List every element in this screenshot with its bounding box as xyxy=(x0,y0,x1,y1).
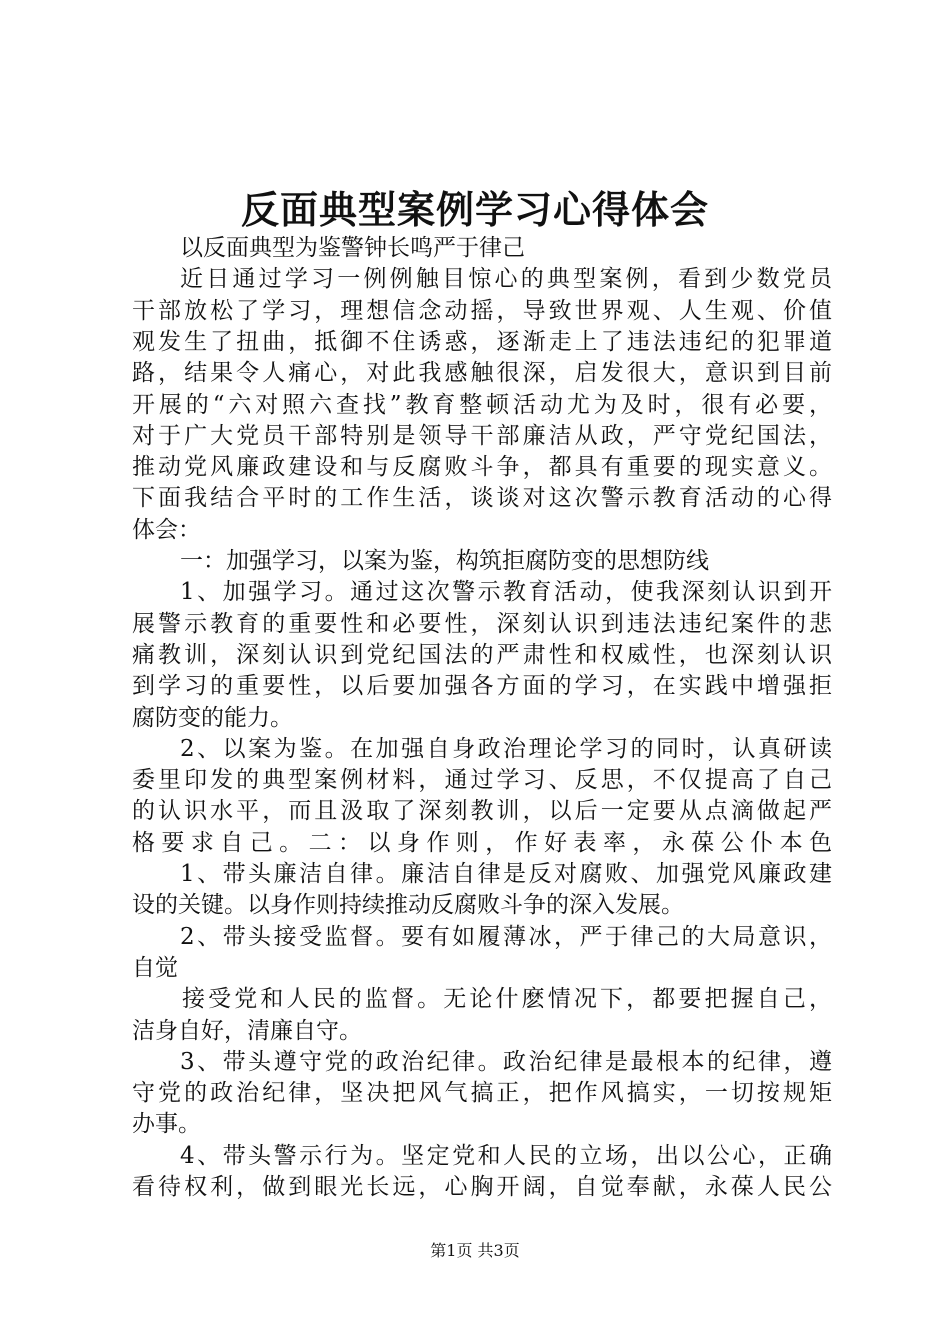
paragraph-line: 路，结果令人痛心，对此我感触很深，启发很大，意识到目前 xyxy=(132,360,832,386)
paragraph-line: 的认识水平，而且汲取了深刻教训，以后一定要从点滴做起严 xyxy=(132,798,832,824)
paragraph-line: 展警示教育的重要性和必要性，深刻认识到违法违纪案件的悲 xyxy=(132,611,832,637)
paragraph-line: 格要求自己。二：以身作则，作好表率，永葆公仆本色 xyxy=(132,830,832,856)
paragraph-line: 守党的政治纪律，坚决把风气搞正，把作风搞实，一切按规矩 xyxy=(132,1080,832,1106)
paragraph-line: 对于广大党员干部特别是领导干部廉洁从政，严守党纪国法， xyxy=(132,423,832,449)
paragraph-line: 2、以案为鉴。在加强自身政治理论学习的同时，认真研读 xyxy=(180,736,832,762)
subtitle-line: 以反面典型为鉴警钟长鸣严于律己 xyxy=(180,235,525,261)
paragraph-line: 委里印发的典型案例材料，通过学习、反思，不仅提高了自己 xyxy=(132,767,832,793)
paragraph-line: 自觉 xyxy=(132,955,178,981)
paragraph-line: 观发生了扭曲，抵御不住诱惑，逐渐走上了违法违纪的犯罪道 xyxy=(132,329,832,355)
paragraph-line: 1、加强学习。通过这次警示教育活动，使我深刻认识到开 xyxy=(180,579,832,605)
paragraph-line: 下面我结合平时的工作生活，谈谈对这次警示教育活动的心得 xyxy=(132,485,832,511)
paragraph-line: 痛教训，深刻认识到党纪国法的严肃性和权威性，也深刻认识 xyxy=(132,642,832,668)
paragraph-line: 开展的“六对照六查找”教育整顿活动尤为及时，很有必要， xyxy=(132,392,832,418)
paragraph-line: 洁身自好，清廉自守。 xyxy=(132,1018,362,1044)
document-title: 反面典型案例学习心得体会 xyxy=(240,187,709,232)
paragraph-line: 干部放松了学习，理想信念动摇，导致世界观、人生观、价值 xyxy=(132,298,832,324)
paragraph-line: 看待权利，做到眼光长远，心胸开阔，自觉奉献，永葆人民公 xyxy=(132,1174,832,1200)
paragraph-line: 2、带头接受监督。要有如履薄冰，严于律己的大局意识， xyxy=(180,924,832,950)
paragraph-line: 推动党风廉政建设和与反腐败斗争，都具有重要的现实意义。 xyxy=(132,454,832,480)
paragraph-line: 设的关键。以身作则持续推动反腐败斗争的深入发展。 xyxy=(132,892,684,918)
page-number-footer: 第1页 共3页 xyxy=(430,1241,520,1260)
paragraph-line: 3、带头遵守党的政治纪律。政治纪律是最根本的纪律，遵 xyxy=(180,1049,832,1075)
paragraph-line: 近日通过学习一例例触目惊心的典型案例，看到少数党员 xyxy=(180,266,832,292)
paragraph-line: 接受党和人民的监督。无论什麽情况下，都要把握自己， xyxy=(182,986,832,1012)
paragraph-line: 办事。 xyxy=(132,1111,201,1137)
paragraph-line: 到学习的重要性，以后要加强各方面的学习，在实践中增强拒 xyxy=(132,673,832,699)
section-heading: 一：加强学习，以案为鉴，构筑拒腐防变的思想防线 xyxy=(180,548,709,574)
paragraph-line: 体会： xyxy=(132,517,201,543)
paragraph-line: 4、带头警示行为。坚定党和人民的立场，出以公心，正确 xyxy=(180,1143,832,1169)
paragraph-line: 1、带头廉洁自律。廉洁自律是反对腐败、加强党风廉政建 xyxy=(180,861,832,887)
paragraph-line: 腐防变的能力。 xyxy=(132,705,293,731)
